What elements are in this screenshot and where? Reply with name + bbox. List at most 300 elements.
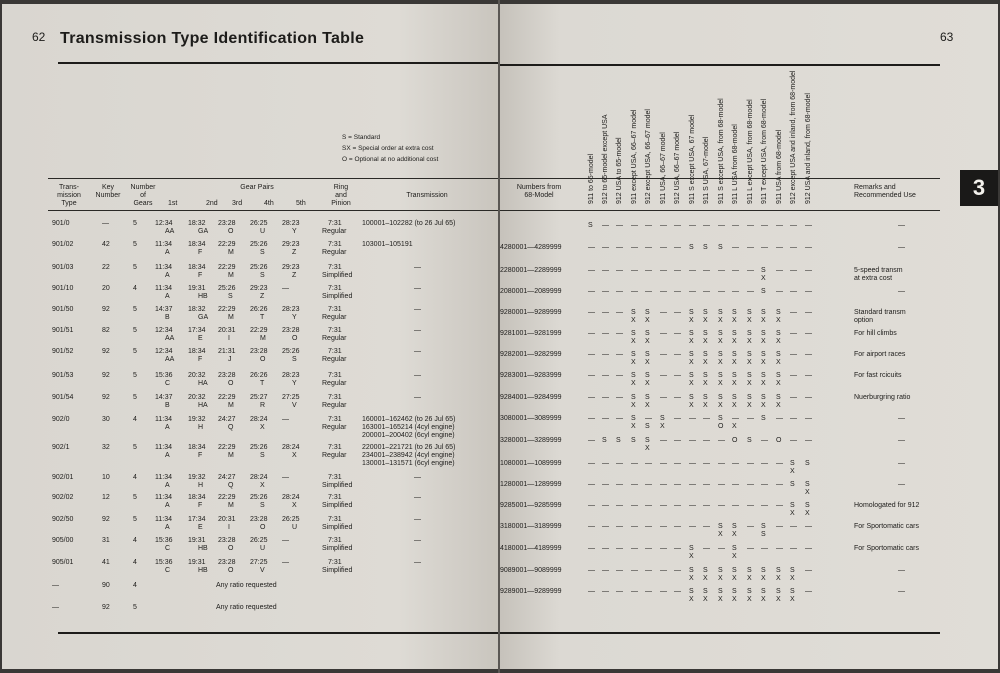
legend-optional: O = Optional at no additional cost: [342, 156, 439, 163]
row-cell: —: [588, 244, 595, 251]
row-gear-g2: 17:34: [188, 327, 206, 334]
row-gear-code-g3: S: [228, 293, 233, 300]
header-rule-top: [48, 178, 498, 179]
row-cell: —: [616, 288, 623, 295]
row-cell: S: [703, 244, 708, 251]
row-gears: 5: [133, 372, 137, 379]
row-cell: —: [674, 267, 681, 274]
row-cell: —: [732, 481, 739, 488]
column-header: 912 USA to 65-model: [616, 137, 623, 204]
row-cell: —: [761, 460, 768, 467]
row-cell: —: [616, 372, 623, 379]
row-gear-code-g4: M: [260, 335, 266, 342]
row-remarks: For fast rcicuits: [854, 372, 902, 379]
row-gear-code-g5: Y: [292, 228, 297, 235]
row-cell: —: [776, 545, 783, 552]
row-cell: —: [588, 415, 595, 422]
row-cell: —: [776, 267, 783, 274]
row-cell: —: [761, 502, 768, 509]
row-cell: S X: [703, 330, 708, 345]
row-cell: —: [645, 545, 652, 552]
row-key: 92: [102, 348, 110, 355]
row-ring-type: Regular: [322, 424, 347, 431]
title-rule: [58, 62, 498, 64]
row-ring-pinion: 7:31: [328, 220, 342, 227]
row-gears: 5: [133, 264, 137, 271]
row-cell: —: [776, 481, 783, 488]
row-cell: —: [689, 222, 696, 229]
row-gear-g1: 11:34: [155, 416, 172, 423]
row-cell: S X: [761, 309, 766, 324]
row-cell: S X: [776, 330, 781, 345]
row-cell: —: [588, 523, 595, 530]
row-cell: —: [602, 267, 609, 274]
row-cell: —: [761, 437, 768, 444]
row-cell: —: [602, 309, 609, 316]
header-gears: Number of Gears: [130, 184, 156, 207]
row-cell: —: [718, 481, 725, 488]
row-remarks: —: [898, 288, 905, 295]
column-header: 912 except USA and inland, from 68-model: [790, 70, 797, 204]
row-cell: —: [674, 437, 681, 444]
row-cell: —: [761, 244, 768, 251]
row-cell: —: [703, 415, 710, 422]
row-transmission: —: [414, 559, 421, 566]
row-cell: —: [631, 244, 638, 251]
row-cell: —: [645, 267, 652, 274]
row-gear-code-g1: A: [165, 424, 170, 431]
row-cell: S X: [732, 351, 737, 366]
row-cell: —: [674, 415, 681, 422]
row-ring-type: Simplified: [322, 482, 353, 489]
row-type: 901/50: [52, 306, 74, 313]
row-cell: —: [805, 267, 812, 274]
row-cell: S X: [747, 588, 752, 603]
row-number-range: 3280001—3289999: [500, 437, 562, 444]
row-gear-g1: 11:34: [155, 474, 172, 481]
header-g4: 4th: [264, 200, 274, 207]
row-gears: 5: [133, 394, 137, 401]
row-gear-code-g1: AA: [165, 228, 175, 235]
row-number-range: 1080001—1089999: [500, 460, 562, 467]
row-cell: —: [747, 545, 754, 552]
row-gears: 4: [133, 559, 137, 566]
row-cell: —: [718, 460, 725, 467]
row-gear-g2: 18:34: [188, 444, 206, 451]
column-header: 912 USA and inland, from 68-model: [805, 93, 812, 204]
row-cell: —: [660, 523, 667, 530]
row-cell: S X: [776, 372, 781, 387]
row-cell: S X: [703, 394, 708, 409]
row-cell: —: [602, 523, 609, 530]
row-cell: S X: [732, 372, 737, 387]
row-cell: —: [776, 222, 783, 229]
row-gear-code-g2: F: [198, 272, 203, 279]
row-cell: —: [703, 481, 710, 488]
row-gear-g2: 19:31: [188, 537, 206, 544]
row-gear-g2: 19:31: [188, 559, 206, 566]
row-cell: —: [616, 244, 623, 251]
row-cell: S X: [703, 372, 708, 387]
row-gear-g2: 19:32: [188, 416, 206, 423]
row-cell: —: [703, 288, 710, 295]
row-gear-code-g3: Q: [228, 482, 234, 489]
legend-standard: S = Standard: [342, 134, 381, 141]
row-gear-code-g4: X: [260, 424, 265, 431]
row-gear-code-g1: C: [165, 380, 171, 387]
row-gear-g5: 28:24: [282, 494, 300, 501]
row-cell: —: [805, 394, 812, 401]
row-cell: S X: [732, 309, 737, 324]
row-cell: —: [645, 460, 652, 467]
row-gear-code-g4: T: [260, 380, 265, 387]
row-cell: —: [747, 415, 754, 422]
row-remarks: For Sportomatic cars: [854, 545, 919, 552]
row-gear-code-g4: S: [260, 249, 265, 256]
row-cell: —: [790, 244, 797, 251]
row-cell: —: [718, 267, 725, 274]
row-cell: —: [761, 545, 768, 552]
row-cell: —: [660, 394, 667, 401]
row-gear-g3: 23:28: [218, 372, 236, 379]
row-gear-g4: 27:25: [250, 559, 268, 566]
right-page: [500, 4, 998, 669]
row-gear-g1: 15:36: [155, 559, 173, 566]
legend-special: SX = Special order at extra cost: [342, 145, 434, 152]
row-cell: —: [805, 415, 812, 422]
row-cell: —: [631, 288, 638, 295]
row-gear-g4: 25:26: [250, 494, 268, 501]
row-cell: S X: [718, 351, 723, 366]
row-cell: S X: [645, 330, 650, 345]
row-ring-type: Regular: [322, 314, 347, 321]
row-cell: —: [790, 394, 797, 401]
column-header: 911 T except USA, from 68-model: [761, 98, 768, 204]
row-gear-code-g2: H: [198, 482, 204, 489]
row-gear-code-g2: HA: [198, 380, 208, 387]
row-cell: —: [805, 567, 812, 574]
row-gear-code-g1: C: [165, 567, 171, 574]
row-transmission: —: [414, 348, 421, 355]
row-cell: —: [674, 460, 681, 467]
row-cell: —: [805, 437, 812, 444]
row-cell: S X: [645, 351, 650, 366]
row-ring-type: Regular: [322, 380, 347, 387]
row-cell: S X: [761, 351, 766, 366]
row-gears: 5: [133, 306, 137, 313]
row-gears: 5: [133, 348, 137, 355]
row-cell: —: [674, 372, 681, 379]
row-gear-code-g3: M: [228, 502, 234, 509]
row-gear-code-g1: C: [165, 545, 171, 552]
row-gear-g5: 28:23: [282, 220, 300, 227]
row-gear-g4: 25:26: [250, 264, 268, 271]
row-cell: S X: [747, 372, 752, 387]
row-type: 901/02: [52, 241, 74, 248]
row-cell: S X: [761, 567, 766, 582]
row-cell: —: [703, 267, 710, 274]
row-remarks: For airport races: [854, 351, 906, 358]
row-cell: —: [689, 481, 696, 488]
row-gear-g5: —: [282, 559, 289, 566]
row-transmission: 103001–105191: [362, 241, 413, 248]
row-ring-pinion: 7:31: [328, 241, 342, 248]
row-ring-type: Regular: [322, 452, 347, 459]
row-ring-type: Simplified: [322, 567, 353, 574]
row-cell: S X: [761, 372, 766, 387]
row-gear-code-g3: M: [228, 452, 234, 459]
row-gear-code-g5: Z: [292, 249, 297, 256]
row-cell: —: [718, 502, 725, 509]
row-cell: S X: [805, 481, 810, 496]
row-cell: S X: [732, 394, 737, 409]
row-gear-code-g1: B: [165, 314, 170, 321]
row-gears: 5: [133, 327, 137, 334]
row-key: 90: [102, 582, 110, 589]
row-cell: —: [602, 244, 609, 251]
row-cell: —: [689, 460, 696, 467]
row-gear-code-g3: M: [228, 402, 234, 409]
row-gear-code-g1: A: [165, 502, 170, 509]
row-ring-pinion: 7:31: [328, 559, 342, 566]
row-cell: —: [602, 394, 609, 401]
row-gear-g3: 22:29: [218, 394, 236, 401]
row-gear-code-g1: A: [165, 293, 170, 300]
row-cell: S X: [790, 567, 795, 582]
row-type: 902/01: [52, 474, 74, 481]
row-cell: —: [602, 567, 609, 574]
row-cell: —: [631, 567, 638, 574]
row-cell: — X: [732, 415, 739, 430]
row-ring-type: Regular: [322, 402, 347, 409]
row-cell: —: [674, 481, 681, 488]
row-gear-code-g3: M: [228, 249, 234, 256]
row-gear-code-g4: T: [260, 314, 265, 321]
row-cell: S X: [689, 394, 694, 409]
row-gear-g4: 22:29: [250, 327, 268, 334]
row-transmission: 100001–102282 (to 26 Jul 65): [362, 220, 456, 227]
row-cell: —: [790, 309, 797, 316]
row-gear-code-g1: A: [165, 249, 170, 256]
row-cell: —: [747, 222, 754, 229]
row-cell: —: [674, 545, 681, 552]
row-cell: —: [718, 288, 725, 295]
header-g5: 5th: [296, 200, 306, 207]
row-cell: S X: [645, 372, 650, 387]
row-gear-code-g2: H: [198, 424, 204, 431]
row-gear-g1: 12:34: [155, 348, 173, 355]
column-header: 911 L except USA, from 68-model: [747, 99, 754, 204]
row-transmission: —: [414, 306, 421, 313]
section-tab: 3: [960, 170, 998, 206]
row-cell: S X: [776, 588, 781, 603]
row-cell: —: [660, 460, 667, 467]
row-number-range: 4280001—4289999: [500, 244, 562, 251]
row-cell: —: [790, 415, 797, 422]
row-cell: S X: [776, 351, 781, 366]
row-gear-g2: 20:32: [188, 372, 206, 379]
row-cell: —: [703, 222, 710, 229]
row-gear-g2: 18:34: [188, 348, 206, 355]
row-cell: —: [588, 567, 595, 574]
row-transmission: —: [414, 474, 421, 481]
row-cell: S X: [631, 309, 636, 324]
header-type: Trans- mission Type: [57, 184, 81, 207]
row-cell: —: [660, 545, 667, 552]
row-cell: —: [674, 288, 681, 295]
row-gear-code-g2: F: [198, 249, 203, 256]
row-cell: —: [776, 460, 783, 467]
row-cell: —: [776, 523, 783, 530]
row-type: 901/51: [52, 327, 74, 334]
row-cell: S: [761, 415, 766, 422]
column-header: 911 S except USA, 67 model: [689, 114, 696, 204]
row-cell: —: [645, 244, 652, 251]
header-gear-pairs: Gear Pairs: [240, 184, 274, 191]
row-gears: 5: [133, 220, 137, 227]
row-gear-code-g2: F: [198, 502, 203, 509]
row-cell: —: [747, 460, 754, 467]
row-gear-g4: 25:27: [250, 394, 268, 401]
header-g3: 3rd: [232, 200, 243, 207]
row-gear-g5: —: [282, 285, 289, 292]
row-gear-g1: 11:34: [155, 285, 172, 292]
row-number-range: 9281001—9281999: [500, 330, 562, 337]
row-cell: S: [631, 437, 636, 444]
header-rule-bottom: [48, 210, 498, 211]
row-gear-code-g1: AA: [165, 335, 175, 342]
row-cell: —: [588, 372, 595, 379]
row-cell: —: [602, 372, 609, 379]
row-key: 22: [102, 264, 110, 271]
row-gear-g1: 12:34: [155, 327, 173, 334]
row-ring-pinion: 7:31: [328, 537, 342, 544]
row-cell: —: [805, 372, 812, 379]
row-gears: 5: [133, 516, 137, 523]
row-gear-g3: 20:31: [218, 327, 236, 334]
row-cell: S X: [747, 309, 752, 324]
row-cell: S X: [703, 351, 708, 366]
row-type: —: [52, 604, 59, 611]
row-cell: —: [761, 222, 768, 229]
top-rule-right: [500, 64, 940, 66]
row-transmission: —: [414, 372, 421, 379]
row-key: 10: [102, 474, 110, 481]
row-gear-code-g2: E: [198, 524, 203, 531]
row-number-range: 3180001—3189999: [500, 523, 562, 530]
row-gear-g3: 22:29: [218, 306, 236, 313]
row-key: 92: [102, 372, 110, 379]
row-remarks: —: [898, 588, 905, 595]
row-cell: —: [790, 437, 797, 444]
row-cell: S S: [761, 523, 766, 538]
row-remarks: —: [898, 415, 905, 422]
row-cell: —: [718, 545, 725, 552]
row-cell: —: [660, 437, 667, 444]
row-cell: —: [631, 481, 638, 488]
row-cell: —: [616, 502, 623, 509]
row-gear-g4: 23:28: [250, 516, 268, 523]
row-cell: —: [776, 415, 783, 422]
row-cell: S X: [732, 523, 737, 538]
row-cell: —: [747, 244, 754, 251]
row-remarks: —: [898, 567, 905, 574]
row-gear-g4: 25:26: [250, 444, 268, 451]
row-gears: 4: [133, 416, 137, 423]
row-gear-code-g1: AA: [165, 356, 175, 363]
row-cell: —: [660, 502, 667, 509]
row-key: 42: [102, 241, 110, 248]
row-cell: —: [732, 460, 739, 467]
header-rule-bottom-right: [500, 210, 940, 211]
row-key: 92: [102, 306, 110, 313]
row-key: 31: [102, 537, 110, 544]
row-remarks: Homologated for 912: [854, 502, 920, 509]
row-cell: —: [747, 502, 754, 509]
row-type: —: [52, 582, 59, 589]
row-transmission: —: [414, 394, 421, 401]
row-cell: —: [660, 567, 667, 574]
row-gear-code-g2: HB: [198, 293, 208, 300]
row-gear-g2: 17:34: [188, 516, 206, 523]
row-cell: S X: [776, 309, 781, 324]
row-cell: —: [602, 415, 609, 422]
row-gear-code-g1: A: [165, 272, 170, 279]
row-gears: 5: [133, 241, 137, 248]
row-gear-g2: 18:34: [188, 264, 206, 271]
row-cell: —: [689, 523, 696, 530]
row-cell: S: [588, 222, 593, 229]
row-transmission: —: [414, 285, 421, 292]
row-transmission: —: [414, 494, 421, 501]
row-cell: —: [645, 588, 652, 595]
row-ring-type: Regular: [322, 249, 347, 256]
row-gear-g3: 22:29: [218, 494, 236, 501]
row-cell: —: [674, 330, 681, 337]
row-gear-g4: 26:25: [250, 220, 268, 227]
row-cell: S X: [703, 567, 708, 582]
row-gear-g3: 20:31: [218, 516, 236, 523]
row-cell: —: [616, 394, 623, 401]
row-number-range: 9280001—9289999: [500, 309, 562, 316]
row-cell: S X: [761, 267, 766, 282]
row-ring-pinion: 7:31: [328, 264, 342, 271]
column-header: 911 USA from 68-model: [776, 129, 783, 204]
row-key: 82: [102, 327, 110, 334]
row-gear-code-g4: X: [260, 482, 265, 489]
row-transmission: —: [414, 327, 421, 334]
row-cell: —: [747, 267, 754, 274]
row-ring-pinion: 7:31: [328, 306, 342, 313]
row-cell: —: [674, 309, 681, 316]
row-cell: —: [588, 309, 595, 316]
row-number-range: 4180001—4189999: [500, 545, 562, 552]
row-cell: —: [631, 460, 638, 467]
row-key: 32: [102, 444, 110, 451]
row-gear-g1: 11:34: [155, 264, 172, 271]
row-cell: —: [616, 222, 623, 229]
row-gears: 4: [133, 582, 137, 589]
row-cell: —: [703, 502, 710, 509]
row-gear-code-g3: O: [228, 567, 234, 574]
row-cell: —: [616, 330, 623, 337]
row-ring-pinion: 7:31: [328, 394, 342, 401]
row-gear-code-g4: S: [260, 452, 265, 459]
row-remarks: Nuerburgring ratio: [854, 394, 911, 401]
row-remarks: 5-speed transm at extra cost: [854, 267, 903, 282]
row-cell: S X: [761, 588, 766, 603]
row-cell: —: [602, 460, 609, 467]
